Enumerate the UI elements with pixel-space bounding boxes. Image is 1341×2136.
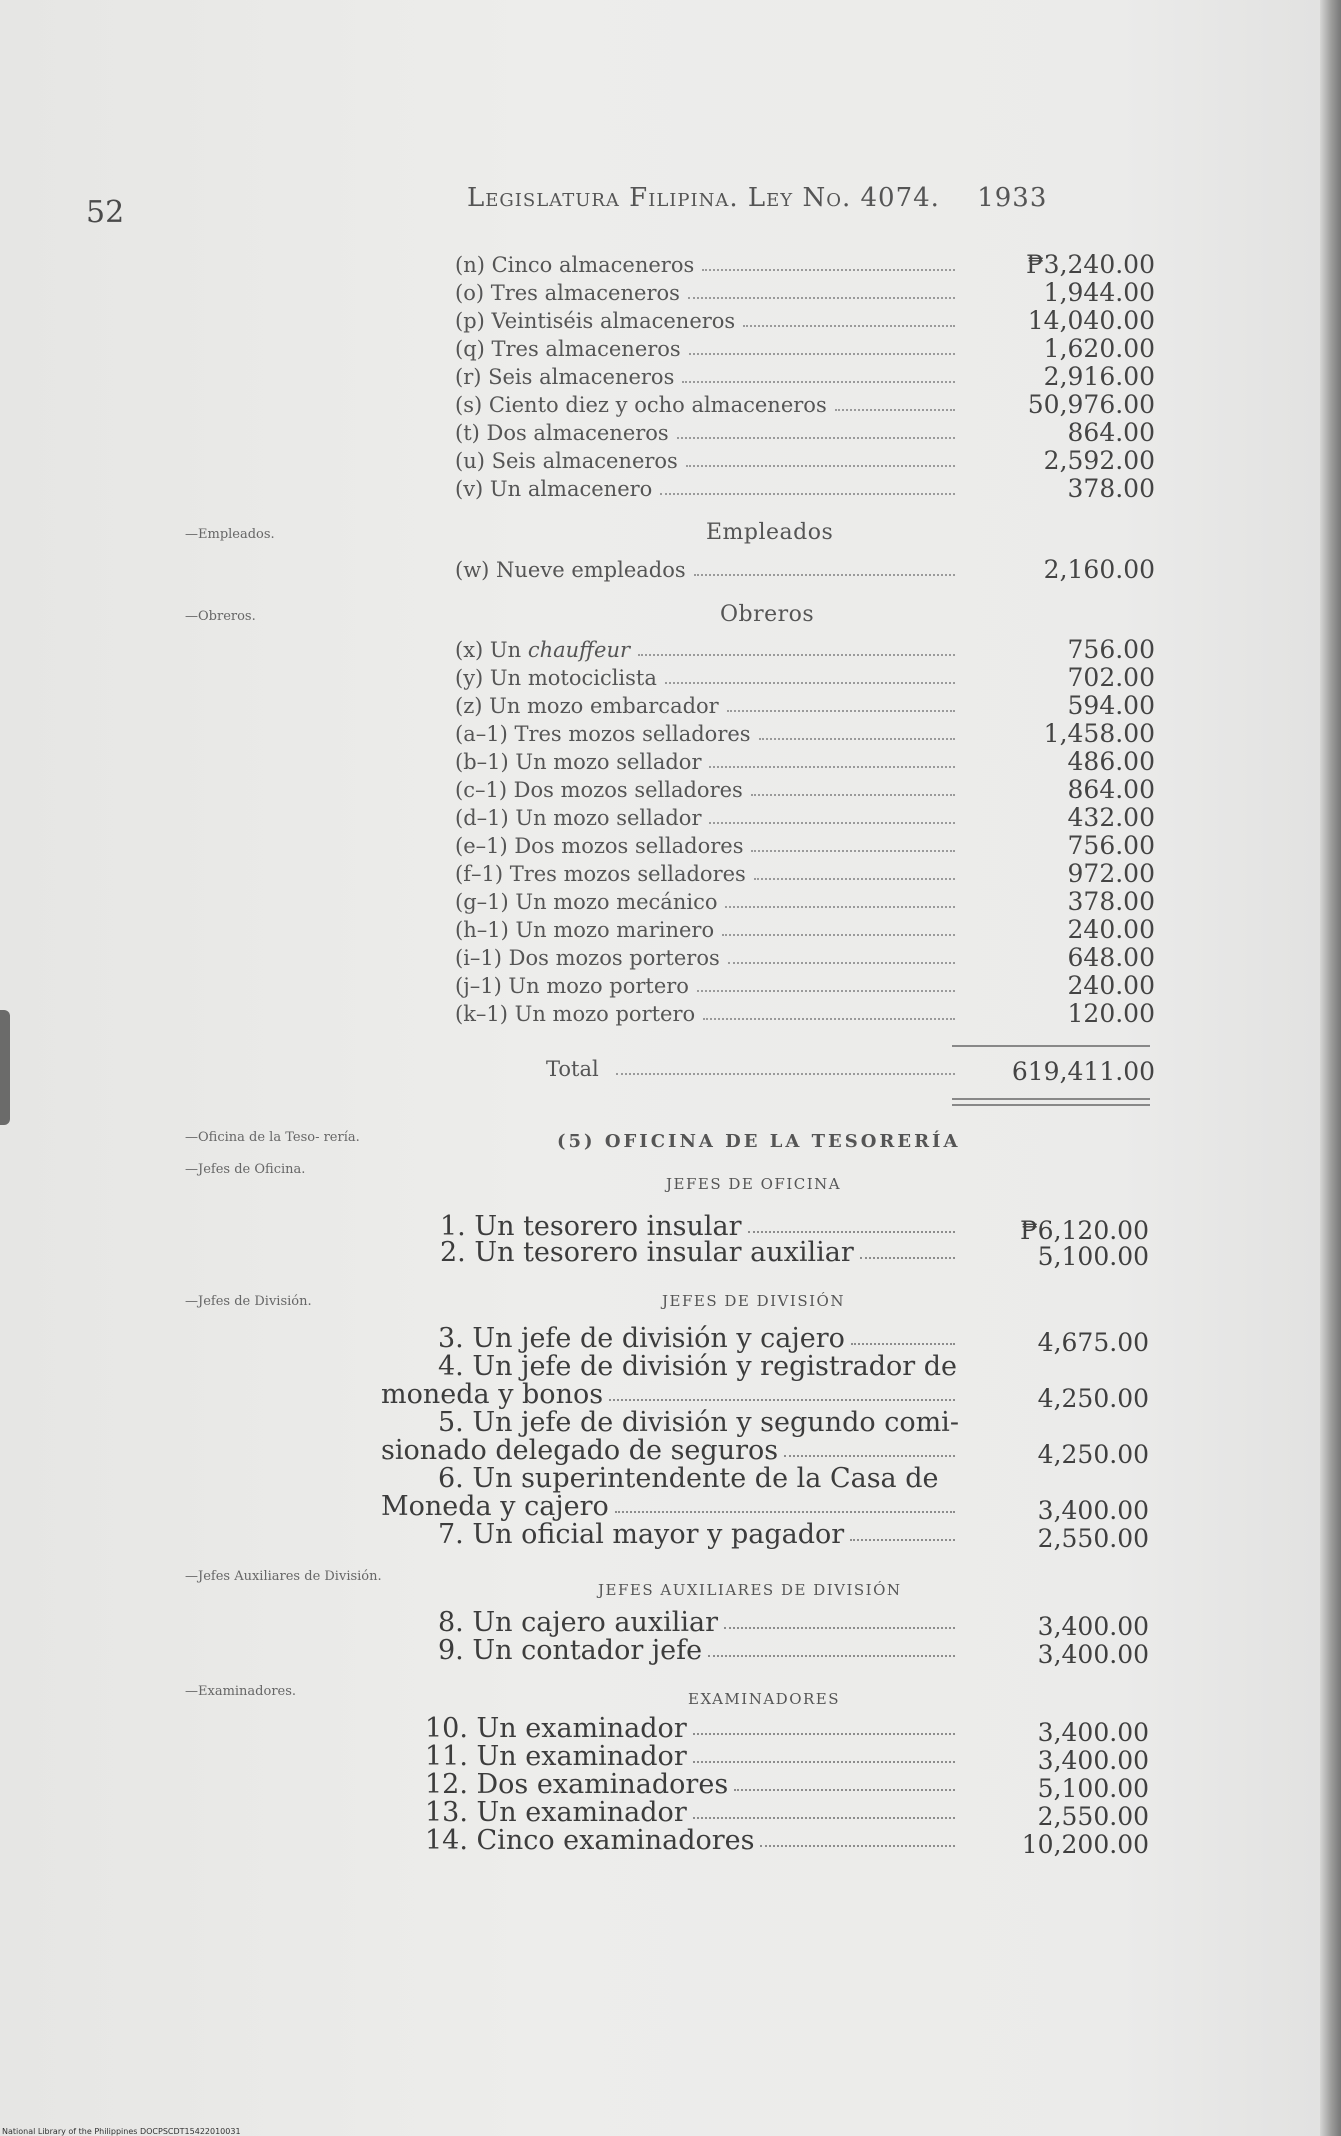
line-item-amount: 756.00 bbox=[1067, 831, 1155, 860]
line-item bbox=[455, 393, 955, 420]
line-item bbox=[455, 449, 955, 476]
line-item-amount: 2,550.00 bbox=[1037, 1802, 1149, 1831]
leader-dots bbox=[751, 850, 955, 852]
line-item-label: (e–1) Dos mozos selladores bbox=[455, 834, 744, 858]
line-item-amount: 864.00 bbox=[1067, 775, 1155, 804]
line-item-amount: 378.00 bbox=[1067, 474, 1155, 503]
jefes-oficina-heading: JEFES DE OFICINA bbox=[666, 1175, 842, 1193]
line-item-amount: 2,550.00 bbox=[1037, 1524, 1149, 1553]
leader-dots bbox=[703, 1018, 955, 1020]
leader-dots bbox=[682, 381, 955, 383]
empleados-heading: Empleados bbox=[706, 520, 834, 545]
line-item-line bbox=[381, 1379, 953, 1410]
line-item-amount: 1,944.00 bbox=[1043, 278, 1155, 307]
jefes-auxiliares-heading: JEFES AUXILIARES DE DIVISIÓN bbox=[598, 1581, 902, 1599]
leader-dots bbox=[754, 878, 955, 880]
leader-dots bbox=[709, 766, 955, 768]
line-item-amount: 3,400.00 bbox=[1037, 1718, 1149, 1747]
total-rule-double-2 bbox=[952, 1104, 1150, 1106]
line-item-amount: 2,160.00 bbox=[1043, 555, 1155, 584]
line-item-label: (f–1) Tres mozos selladores bbox=[455, 862, 746, 886]
line-item bbox=[455, 890, 955, 917]
leader-dots bbox=[784, 1455, 955, 1457]
line-item bbox=[455, 750, 955, 777]
line-item bbox=[455, 253, 955, 280]
leader-dots bbox=[722, 934, 955, 936]
line-item-label: 8. Un cajero auxiliar bbox=[438, 1607, 719, 1638]
line-item-amount: 486.00 bbox=[1067, 747, 1155, 776]
leader-dots bbox=[694, 574, 955, 576]
line-item-amount: 240.00 bbox=[1067, 915, 1155, 944]
leader-dots bbox=[665, 682, 955, 684]
leader-dots bbox=[677, 437, 955, 439]
line-item-amount: 378.00 bbox=[1067, 887, 1155, 916]
line-item-amount: 432.00 bbox=[1067, 803, 1155, 832]
leader-dots bbox=[751, 794, 955, 796]
leader-dots bbox=[693, 1761, 955, 1763]
leader-dots bbox=[609, 1399, 955, 1401]
line-item-amount: 3,400.00 bbox=[1037, 1746, 1149, 1775]
header-legislatura: Legislatura Filipina. bbox=[467, 183, 739, 213]
line-item-label: 12. Dos examinadores bbox=[425, 1769, 729, 1800]
line-item-label: (q) Tres almaceneros bbox=[455, 337, 681, 361]
line-item-label: 14. Cinco examinadores bbox=[425, 1825, 755, 1856]
line-item-label: 2. Un tesorero insular auxiliar bbox=[440, 1237, 854, 1268]
leader-dots bbox=[702, 269, 955, 271]
line-item-amount: 14,040.00 bbox=[1027, 306, 1155, 335]
margin-note-jefes-auxiliares: —Jefes Auxiliares de División. bbox=[185, 1569, 382, 1584]
leader-dots bbox=[686, 465, 955, 467]
line-item-amount: 702.00 bbox=[1067, 663, 1155, 692]
running-header bbox=[467, 183, 1047, 213]
leader-dots bbox=[725, 906, 955, 908]
line-item-label: (j–1) Un mozo portero bbox=[455, 974, 689, 998]
line-item bbox=[425, 1769, 953, 1800]
line-item-amount: 4,250.00 bbox=[1037, 1440, 1149, 1469]
line-item bbox=[455, 806, 955, 833]
header-ley: Ley No. 4074. bbox=[747, 183, 940, 213]
line-item-amount: 3,400.00 bbox=[1037, 1496, 1149, 1525]
line-item bbox=[455, 365, 955, 392]
line-item-label: 10. Un examinador bbox=[425, 1713, 687, 1744]
line-item-label: (s) Ciento diez y ocho almaceneros bbox=[455, 393, 827, 417]
line-item-label: (n) Cinco almaceneros bbox=[455, 253, 695, 277]
line-item-amount: 2,916.00 bbox=[1043, 362, 1155, 391]
line-item-label: (z) Un mozo embarcador bbox=[455, 694, 719, 718]
line-item-amount: 5,100.00 bbox=[1037, 1774, 1149, 1803]
line-item-label: (u) Seis almaceneros bbox=[455, 449, 678, 473]
footer-credit: National Library of the Philippines DOCPSCDT15422010031 bbox=[2, 2127, 241, 2136]
line-item bbox=[425, 1713, 953, 1744]
line-item bbox=[440, 1237, 953, 1268]
margin-note-tesoreria: —Oficina de la Teso- rería. bbox=[185, 1130, 360, 1145]
leader-dots bbox=[688, 297, 955, 299]
leader-dots bbox=[638, 654, 955, 656]
line-item-amount: 2,592.00 bbox=[1043, 446, 1155, 475]
line-item-label: (g–1) Un mozo mecánico bbox=[455, 890, 718, 914]
leader-dots bbox=[860, 1257, 955, 1259]
line-item-label: (t) Dos almaceneros bbox=[455, 421, 669, 445]
line-item-line bbox=[438, 1351, 957, 1382]
total-rule-top bbox=[952, 1045, 1150, 1047]
line-item-label: 1. Un tesorero insular bbox=[440, 1211, 742, 1242]
leader-dots bbox=[743, 325, 955, 327]
margin-note-empleados: —Empleados. bbox=[185, 527, 275, 542]
line-item bbox=[455, 722, 955, 749]
line-item-label: 4. Un jefe de división y registrador de bbox=[438, 1351, 957, 1382]
line-item-amount: 972.00 bbox=[1067, 859, 1155, 888]
line-item-prefix: (x) Un bbox=[455, 638, 528, 662]
leader-dots bbox=[724, 1627, 955, 1629]
margin-note-examinadores: —Examinadores. bbox=[185, 1684, 297, 1699]
margin-note-jefes-division: —Jefes de División. bbox=[185, 1294, 312, 1309]
line-item-label: Moneda y cajero bbox=[381, 1491, 609, 1522]
line-item-amount: 50,976.00 bbox=[1027, 390, 1155, 419]
margin-note-jefes-oficina: —Jefes de Oficina. bbox=[185, 1162, 306, 1177]
line-item-amount: 120.00 bbox=[1067, 999, 1155, 1028]
line-item-label: (v) Un almacenero bbox=[455, 477, 653, 501]
line-item-line bbox=[438, 1519, 953, 1550]
line-item-label: (a–1) Tres mozos selladores bbox=[455, 722, 751, 746]
line-item-label: (r) Seis almaceneros bbox=[455, 365, 675, 389]
leader-dots bbox=[689, 353, 955, 355]
line-item bbox=[455, 477, 955, 504]
total-rule-double-1 bbox=[952, 1098, 1150, 1100]
line-item bbox=[425, 1825, 953, 1856]
leader-dots bbox=[616, 1073, 955, 1075]
margin-note-obreros: —Obreros. bbox=[185, 609, 256, 624]
leader-dots bbox=[727, 710, 955, 712]
scan-artifact bbox=[0, 1010, 10, 1125]
leader-dots bbox=[728, 962, 955, 964]
line-item-label: (h–1) Un mozo marinero bbox=[455, 918, 715, 942]
line-item-line bbox=[438, 1323, 953, 1354]
line-item-amount: 4,250.00 bbox=[1037, 1384, 1149, 1413]
line-item-label: 13. Un examinador bbox=[425, 1797, 687, 1828]
line-item-label: 5. Un jefe de división y segundo comi- bbox=[438, 1407, 959, 1438]
leader-dots bbox=[851, 1343, 955, 1345]
leader-dots bbox=[760, 1845, 955, 1847]
examinadores-heading: EXAMINADORES bbox=[688, 1690, 841, 1708]
leader-dots bbox=[748, 1231, 955, 1233]
page-number: 52 bbox=[86, 195, 125, 230]
line-item-label: 11. Un examinador bbox=[425, 1741, 687, 1772]
tesoreria-heading: (5) OFICINA DE LA TESORERÍA bbox=[557, 1131, 961, 1152]
leader-dots bbox=[759, 738, 955, 740]
line-item-amount: 3,400.00 bbox=[1037, 1640, 1149, 1669]
line-item-label: (o) Tres almaceneros bbox=[455, 281, 680, 305]
line-item-label: 3. Un jefe de división y cajero bbox=[438, 1323, 845, 1354]
line-item bbox=[425, 1797, 953, 1828]
line-item bbox=[455, 309, 955, 336]
leader-dots bbox=[850, 1539, 955, 1541]
line-item-label: 7. Un oficial mayor y pagador bbox=[438, 1519, 845, 1550]
line-item-amount: 3,400.00 bbox=[1037, 1612, 1149, 1641]
line-item bbox=[455, 946, 955, 973]
leader-dots bbox=[709, 822, 955, 824]
line-item-line bbox=[381, 1435, 953, 1466]
line-item-label: moneda y bonos bbox=[381, 1379, 604, 1410]
line-item-amount: 240.00 bbox=[1067, 971, 1155, 1000]
line-item bbox=[455, 694, 955, 721]
line-item-label: (d–1) Un mozo sellador bbox=[455, 806, 702, 830]
line-item-label: (w) Nueve empleados bbox=[455, 558, 686, 582]
line-item-label: (k–1) Un mozo portero bbox=[455, 1002, 696, 1026]
line-item-amount: 864.00 bbox=[1067, 418, 1155, 447]
line-item bbox=[455, 862, 955, 889]
line-item bbox=[455, 638, 955, 665]
line-item-amount: 4,675.00 bbox=[1037, 1328, 1149, 1357]
line-item-label: (p) Veintiséis almaceneros bbox=[455, 309, 736, 333]
line-item-amount: ₱3,240.00 bbox=[1026, 250, 1155, 279]
line-item-label: (b–1) Un mozo sellador bbox=[455, 750, 702, 774]
line-item-amount: 10,200.00 bbox=[1021, 1830, 1149, 1859]
line-item bbox=[455, 974, 955, 1001]
total-label: Total bbox=[546, 1057, 599, 1081]
line-item-amount: 648.00 bbox=[1067, 943, 1155, 972]
line-item bbox=[455, 778, 955, 805]
leader-dots bbox=[660, 493, 955, 495]
line-item bbox=[455, 918, 955, 945]
line-item-line bbox=[438, 1463, 953, 1494]
line-item-label: 6. Un superintendente de la Casa de bbox=[438, 1463, 939, 1494]
line-item-amount: 594.00 bbox=[1067, 691, 1155, 720]
line-item-amount: ₱6,120.00 bbox=[1020, 1216, 1149, 1245]
line-item bbox=[455, 834, 955, 861]
line-item bbox=[455, 421, 955, 448]
line-item bbox=[425, 1741, 953, 1772]
line-item-line bbox=[438, 1407, 959, 1438]
line-item-amount: 1,620.00 bbox=[1043, 334, 1155, 363]
leader-dots bbox=[615, 1511, 955, 1513]
line-item bbox=[438, 1635, 953, 1666]
total-row bbox=[546, 1057, 955, 1084]
line-item-label: (c–1) Dos mozos selladores bbox=[455, 778, 743, 802]
line-item-label: (y) Un motociclista bbox=[455, 666, 657, 690]
leader-dots bbox=[835, 409, 955, 411]
line-item-label: 9. Un contador jefe bbox=[438, 1635, 703, 1666]
line-item-label: sionado delegado de seguros bbox=[381, 1435, 779, 1466]
line-item-italic: chauffeur bbox=[527, 638, 631, 662]
leader-dots bbox=[697, 990, 955, 992]
total-amount: 619,411.00 bbox=[1011, 1057, 1155, 1086]
line-item-line bbox=[381, 1491, 953, 1522]
jefes-division-heading: JEFES DE DIVISIÓN bbox=[662, 1292, 845, 1310]
line-item bbox=[455, 281, 955, 308]
line-item bbox=[455, 337, 955, 364]
line-item-label: (i–1) Dos mozos porteros bbox=[455, 946, 720, 970]
line-item bbox=[455, 558, 955, 585]
line-item bbox=[438, 1607, 953, 1638]
line-item-label bbox=[455, 638, 630, 662]
leader-dots bbox=[693, 1733, 955, 1735]
line-item-amount: 756.00 bbox=[1067, 635, 1155, 664]
page-edge-shadow bbox=[1320, 0, 1341, 2136]
line-item bbox=[455, 1002, 955, 1029]
leader-dots bbox=[708, 1655, 955, 1657]
header-year: 1933 bbox=[977, 183, 1048, 213]
obreros-heading: Obreros bbox=[720, 602, 815, 627]
line-item bbox=[455, 666, 955, 693]
line-item-amount: 1,458.00 bbox=[1043, 719, 1155, 748]
leader-dots bbox=[693, 1817, 955, 1819]
leader-dots bbox=[734, 1789, 955, 1791]
line-item-amount: 5,100.00 bbox=[1037, 1242, 1149, 1271]
